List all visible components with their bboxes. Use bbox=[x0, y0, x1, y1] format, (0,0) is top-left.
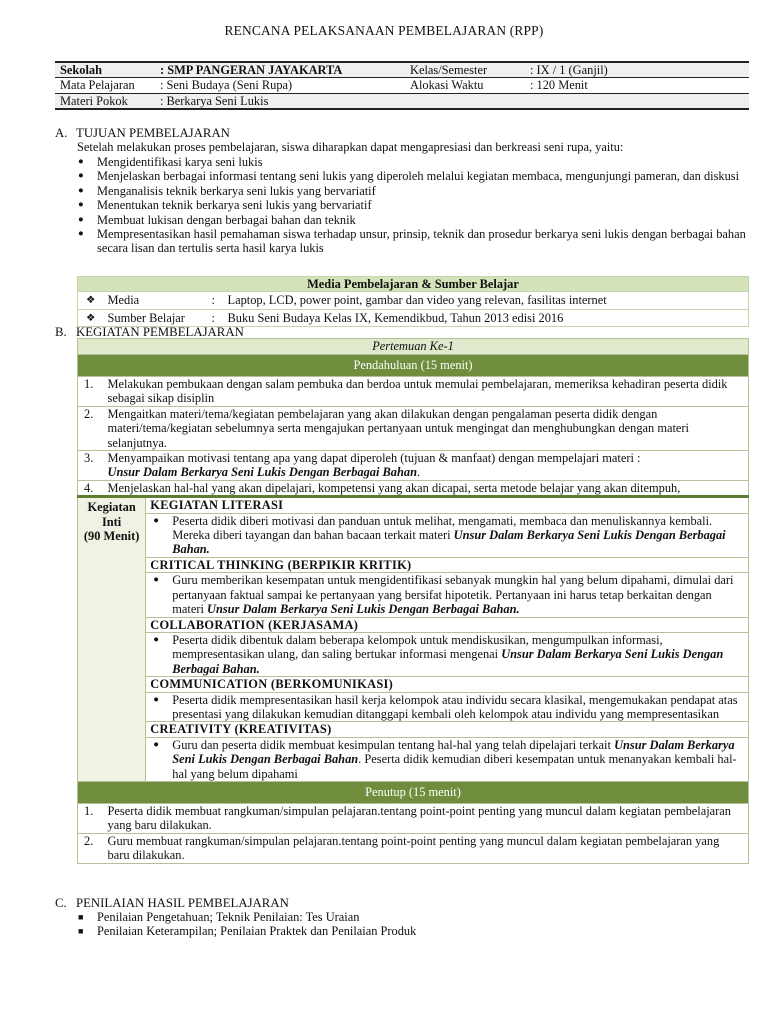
kegiatan-table bbox=[77, 338, 749, 864]
literasi-title: KEGIATAN LITERASI bbox=[146, 497, 749, 513]
creativity-title: CREATIVITY (KREATIVITAS) bbox=[146, 722, 749, 737]
media-sep: : bbox=[208, 292, 224, 309]
media-value: Laptop, LCD, power point, gambar dan video yang relevan, fasilitas internet bbox=[224, 292, 749, 309]
media-table bbox=[77, 276, 749, 327]
materi-label: Materi Pokok bbox=[55, 93, 155, 109]
row-number: 1. bbox=[78, 377, 104, 407]
sumber-sep: : bbox=[208, 309, 224, 326]
section-b-number: B. bbox=[55, 325, 67, 339]
sumber-value: Buku Seni Budaya Kelas IX, Kemendikbud, Tahun 2013 edisi 2016 bbox=[224, 309, 749, 326]
row-text: Guru membuat rangkuman/simpulan pelajaran.tentang point-point penting yang muncul dalam kegiatan pembelajaran yang baru dilakukan. bbox=[104, 833, 749, 863]
section-a-intro: Setelah melakukan proses pembelajaran, siswa diharapkan dapat mengapresiasi dan berkreasi seni rupa, yaitu: bbox=[77, 140, 624, 154]
row-text: Peserta didik membuat rangkuman/simpulan pelajaran.tentang point-point penting yang muncul dalam kegiatan pembelajaran yang baru dilakukan. bbox=[104, 803, 749, 833]
row-number: 2. bbox=[78, 833, 104, 863]
row-text: Menjelaskan hal-hal yang akan dipelajari, kompetensi yang akan dicapai, serta metode belajar yang akan ditempuh, bbox=[104, 480, 749, 496]
table-row bbox=[78, 833, 749, 863]
table-row bbox=[78, 406, 749, 450]
kegiatan-inti-label: Kegiatan Inti (90 Menit) bbox=[78, 497, 146, 782]
list-item: ■ Penilaian Pengetahuan; Teknik Penilaian: Tes Uraian bbox=[77, 910, 749, 924]
table-row bbox=[78, 480, 749, 496]
list-item: ● Menganalisis teknik berkarya seni lukis yang bervariatif bbox=[77, 184, 749, 198]
row-number: 4. bbox=[78, 480, 104, 496]
list-item: ● Mengidentifikasi karya seni lukis bbox=[77, 155, 749, 169]
alokasi-value: : 120 Menit bbox=[525, 78, 749, 94]
row-number: 1. bbox=[78, 803, 104, 833]
alokasi-label: Alokasi Waktu bbox=[405, 78, 525, 94]
objectives-list bbox=[77, 155, 749, 256]
collaboration-title: COLLABORATION (KERJASAMA) bbox=[146, 617, 749, 632]
penutup-header: Penutup (15 menit) bbox=[78, 781, 749, 803]
list-item: ● Menentukan teknik berkarya seni lukis yang bervariatif bbox=[77, 198, 749, 212]
collaboration-text: ● Peserta didik dibentuk dalam beberapa kelompok untuk mendiskusikan, mengumpulkan informasi, mempresentasikan ulang, dan saling bertukar informasi mengenai Unsur Dalam Berkarya Seni Lukis Dengan Berbagai Bahan. bbox=[146, 632, 749, 676]
pendahuluan-header: Pendahuluan (15 menit) bbox=[78, 355, 749, 377]
pertemuan-heading: Pertemuan Ke-1 bbox=[78, 339, 749, 355]
row-number: 3. bbox=[78, 451, 104, 481]
communication-title: COMMUNICATION (BERKOMUNIKASI) bbox=[146, 677, 749, 692]
section-c-heading bbox=[55, 896, 289, 910]
assessment-list bbox=[77, 910, 749, 939]
diamond-bullet-icon: ❖ bbox=[78, 292, 104, 309]
materi-value: : Berkarya Seni Lukis bbox=[155, 93, 405, 109]
materi-emphasis: Unsur Dalam Berkarya Seni Lukis Dengan Berbagai Bahan bbox=[107, 465, 417, 480]
literasi-text: ● Peserta didik diberi motivasi dan panduan untuk melihat, mengamati, membaca dan menuliskannya kembali. Mereka diberi tayangan dan bahan bacaan terkait materi Unsur Dalam Berkarya Seni Lukis Dengan Berbagai Bahan. bbox=[146, 513, 749, 557]
kelas-value: : IX / 1 (Ganjil) bbox=[525, 62, 749, 78]
sumber-label: Sumber Belajar bbox=[104, 309, 208, 326]
communication-text: ● Peserta didik mempresentasikan hasil kerja kelompok atau individu secara klasikal, mengemukakan pendapat atas presentasi yang dilakukan kemudian ditanggapi kembali oleh kelompok atau individu yang mempresentasikan bbox=[146, 692, 749, 722]
table-row bbox=[78, 451, 749, 481]
diamond-bullet-icon: ❖ bbox=[78, 309, 104, 326]
mapel-label: Mata Pelajaran bbox=[55, 78, 155, 94]
media-label: Media bbox=[104, 292, 208, 309]
row-text: Menyampaikan motivasi tentang apa yang dapat diperoleh (tujuan & manfaat) dengan mempelajari materi : bbox=[107, 451, 641, 466]
section-c-number: C. bbox=[55, 896, 67, 910]
list-item: ● Membuat lukisan dengan berbagai bahan dan teknik bbox=[77, 213, 749, 227]
row-text-tail: . bbox=[416, 465, 421, 480]
mapel-value: : Seni Budaya (Seni Rupa) bbox=[155, 78, 405, 94]
media-header: Media Pembelajaran & Sumber Belajar bbox=[78, 277, 749, 292]
document-title: RENCANA PELAKSANAAN PEMBELAJARAN (RPP) bbox=[224, 23, 544, 38]
identity-table bbox=[55, 61, 749, 110]
critical-text: ● Guru memberikan kesempatan untuk mengidentifikasi sebanyak mungkin hal yang belum dipahami, dimulai dari pertanyaan faktual sampai ke pertanyaan yang bersifat hipotetik. Pertanyaan ini harus tetap berkaitan dengan materi Unsur Dalam Berkarya Seni Lukis Dengan Berbagai Bahan. bbox=[146, 573, 749, 617]
row-text: Melakukan pembukaan dengan salam pembuka dan berdoa untuk memulai pembelajaran, memeriksa kehadiran peserta didik sebagai sikap disiplin bbox=[104, 377, 749, 407]
table-row bbox=[78, 803, 749, 833]
section-a-number: A. bbox=[55, 126, 68, 140]
list-item: ● Mempresentasikan hasil pemahaman siswa terhadap unsur, prinsip, teknik dan prosedur berkarya seni lukis dengan berbagai bahan secara lisan dan tertulis serta hasil karya lukis bbox=[77, 227, 749, 256]
list-item: ■ Penilaian Keterampilan; Penilaian Praktek dan Penilaian Produk bbox=[77, 924, 749, 938]
row-text: Mengaitkan materi/tema/kegiatan pembelajaran yang akan dilakukan dengan pengalaman peserta didik dengan materi/tema/kegiatan sebelumnya serta mengajukan pertanyaan untuk mengingat dan menghubungkan dengan materi selanjutnya. bbox=[104, 406, 749, 450]
list-item: ● Menjelaskan berbagai informasi tentang seni lukis yang diperoleh melalui kegiatan membaca, mengunjungi pameran, dan diskusi bbox=[77, 169, 749, 183]
row-number: 2. bbox=[78, 406, 104, 450]
sekolah-label: Sekolah bbox=[55, 62, 155, 78]
section-a-heading bbox=[55, 126, 230, 140]
sekolah-value: : SMP PANGERAN JAYAKARTA bbox=[155, 62, 405, 78]
section-b-title: KEGIATAN PEMBELAJARAN bbox=[76, 325, 244, 339]
section-c-title: PENILAIAN HASIL PEMBELAJARAN bbox=[76, 896, 289, 910]
creativity-text: ● Guru dan peserta didik membuat kesimpulan tentang hal-hal yang telah dipelajari terkait Unsur Dalam Berkarya Seni Lukis Dengan Berbagai Bahan. Peserta didik kemudian diberi kesempatan untuk menanyakan kembali hal-hal yang belum dipahami bbox=[146, 737, 749, 781]
kelas-label: Kelas/Semester bbox=[405, 62, 525, 78]
section-a-title: TUJUAN PEMBELAJARAN bbox=[76, 126, 230, 140]
critical-title: CRITICAL THINKING (BERPIKIR KRITIK) bbox=[146, 557, 749, 572]
table-row bbox=[78, 377, 749, 407]
